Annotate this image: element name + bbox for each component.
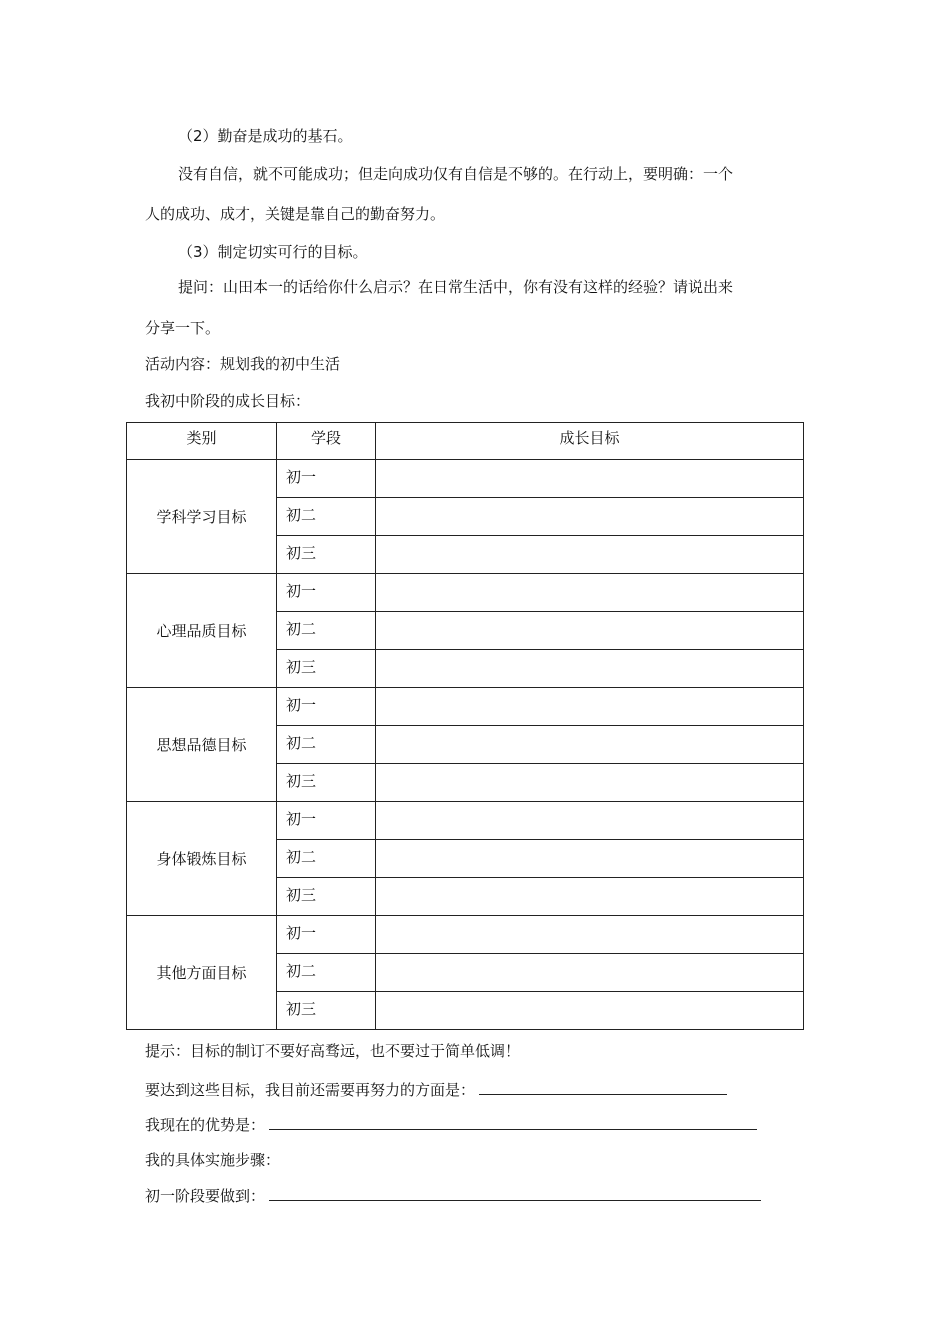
goal-input-cell[interactable] bbox=[376, 726, 804, 764]
grade1-blank[interactable] bbox=[269, 1184, 761, 1201]
stage-cell: 初三 bbox=[277, 992, 376, 1030]
stage-cell: 初一 bbox=[277, 460, 376, 498]
stage-cell: 初三 bbox=[277, 650, 376, 688]
goals-intro: 我初中阶段的成长目标： bbox=[145, 392, 311, 410]
stage-cell: 初一 bbox=[277, 802, 376, 840]
goal-input-cell[interactable] bbox=[376, 612, 804, 650]
para-4-line-1: 提问：山田本一的话给你什么启示？在日常生活中，你有没有这样的经验？请说出来 bbox=[178, 278, 734, 296]
activity-title: 活动内容：规划我的初中生活 bbox=[145, 355, 341, 373]
advantage-label: 我现在的优势是： bbox=[145, 1116, 266, 1134]
goal-input-cell[interactable] bbox=[376, 688, 804, 726]
table-row bbox=[127, 574, 804, 612]
category-cell: 学科学习目标 bbox=[127, 460, 277, 574]
advantage-line bbox=[145, 1113, 757, 1135]
goal-input-cell[interactable] bbox=[376, 574, 804, 612]
stage-cell: 初一 bbox=[277, 574, 376, 612]
header-stage: 学段 bbox=[277, 423, 376, 460]
goal-input-cell[interactable] bbox=[376, 840, 804, 878]
header-category: 类别 bbox=[127, 423, 277, 460]
effort-blank[interactable] bbox=[479, 1078, 727, 1095]
goal-input-cell[interactable] bbox=[376, 954, 804, 992]
para-1: （2）勤奋是成功的基石。 bbox=[178, 127, 353, 145]
effort-line bbox=[145, 1078, 727, 1100]
stage-cell: 初二 bbox=[277, 954, 376, 992]
para-3: （3）制定切实可行的目标。 bbox=[178, 243, 368, 261]
stage-cell: 初一 bbox=[277, 688, 376, 726]
grade1-label: 初一阶段要做到： bbox=[145, 1187, 266, 1205]
header-goal: 成长目标 bbox=[376, 423, 804, 460]
para-4-line-2: 分享一下。 bbox=[145, 319, 221, 337]
table-row bbox=[127, 802, 804, 840]
stage-cell: 初一 bbox=[277, 916, 376, 954]
goal-input-cell[interactable] bbox=[376, 460, 804, 498]
table-header-row bbox=[127, 423, 804, 460]
category-cell: 思想品德目标 bbox=[127, 688, 277, 802]
goal-input-cell[interactable] bbox=[376, 878, 804, 916]
tip-text: 提示：目标的制订不要好高骛远，也不要过于简单低调！ bbox=[145, 1042, 521, 1060]
goal-input-cell[interactable] bbox=[376, 992, 804, 1030]
stage-cell: 初三 bbox=[277, 878, 376, 916]
stage-cell: 初二 bbox=[277, 498, 376, 536]
category-cell: 其他方面目标 bbox=[127, 916, 277, 1030]
goal-input-cell[interactable] bbox=[376, 536, 804, 574]
stage-cell: 初二 bbox=[277, 612, 376, 650]
goal-input-cell[interactable] bbox=[376, 764, 804, 802]
steps-title: 我的具体实施步骤： bbox=[145, 1151, 281, 1169]
stage-cell: 初三 bbox=[277, 536, 376, 574]
growth-goals-table bbox=[126, 422, 804, 1030]
goal-input-cell[interactable] bbox=[376, 650, 804, 688]
advantage-blank[interactable] bbox=[269, 1113, 757, 1130]
stage-cell: 初二 bbox=[277, 726, 376, 764]
table-row bbox=[127, 916, 804, 954]
goal-input-cell[interactable] bbox=[376, 802, 804, 840]
effort-label: 要达到这些目标，我目前还需要再努力的方面是： bbox=[145, 1081, 476, 1099]
para-2-line-1: 没有自信，就不可能成功；但走向成功仅有自信是不够的。在行动上，要明确：一个 bbox=[178, 165, 734, 183]
category-cell: 身体锻炼目标 bbox=[127, 802, 277, 916]
grade1-line bbox=[145, 1184, 761, 1206]
category-cell: 心理品质目标 bbox=[127, 574, 277, 688]
goal-input-cell[interactable] bbox=[376, 916, 804, 954]
table-row bbox=[127, 688, 804, 726]
stage-cell: 初三 bbox=[277, 764, 376, 802]
stage-cell: 初二 bbox=[277, 840, 376, 878]
table-row bbox=[127, 460, 804, 498]
para-2-line-2: 人的成功、成才，关键是靠自己的勤奋努力。 bbox=[145, 205, 446, 223]
goal-input-cell[interactable] bbox=[376, 498, 804, 536]
